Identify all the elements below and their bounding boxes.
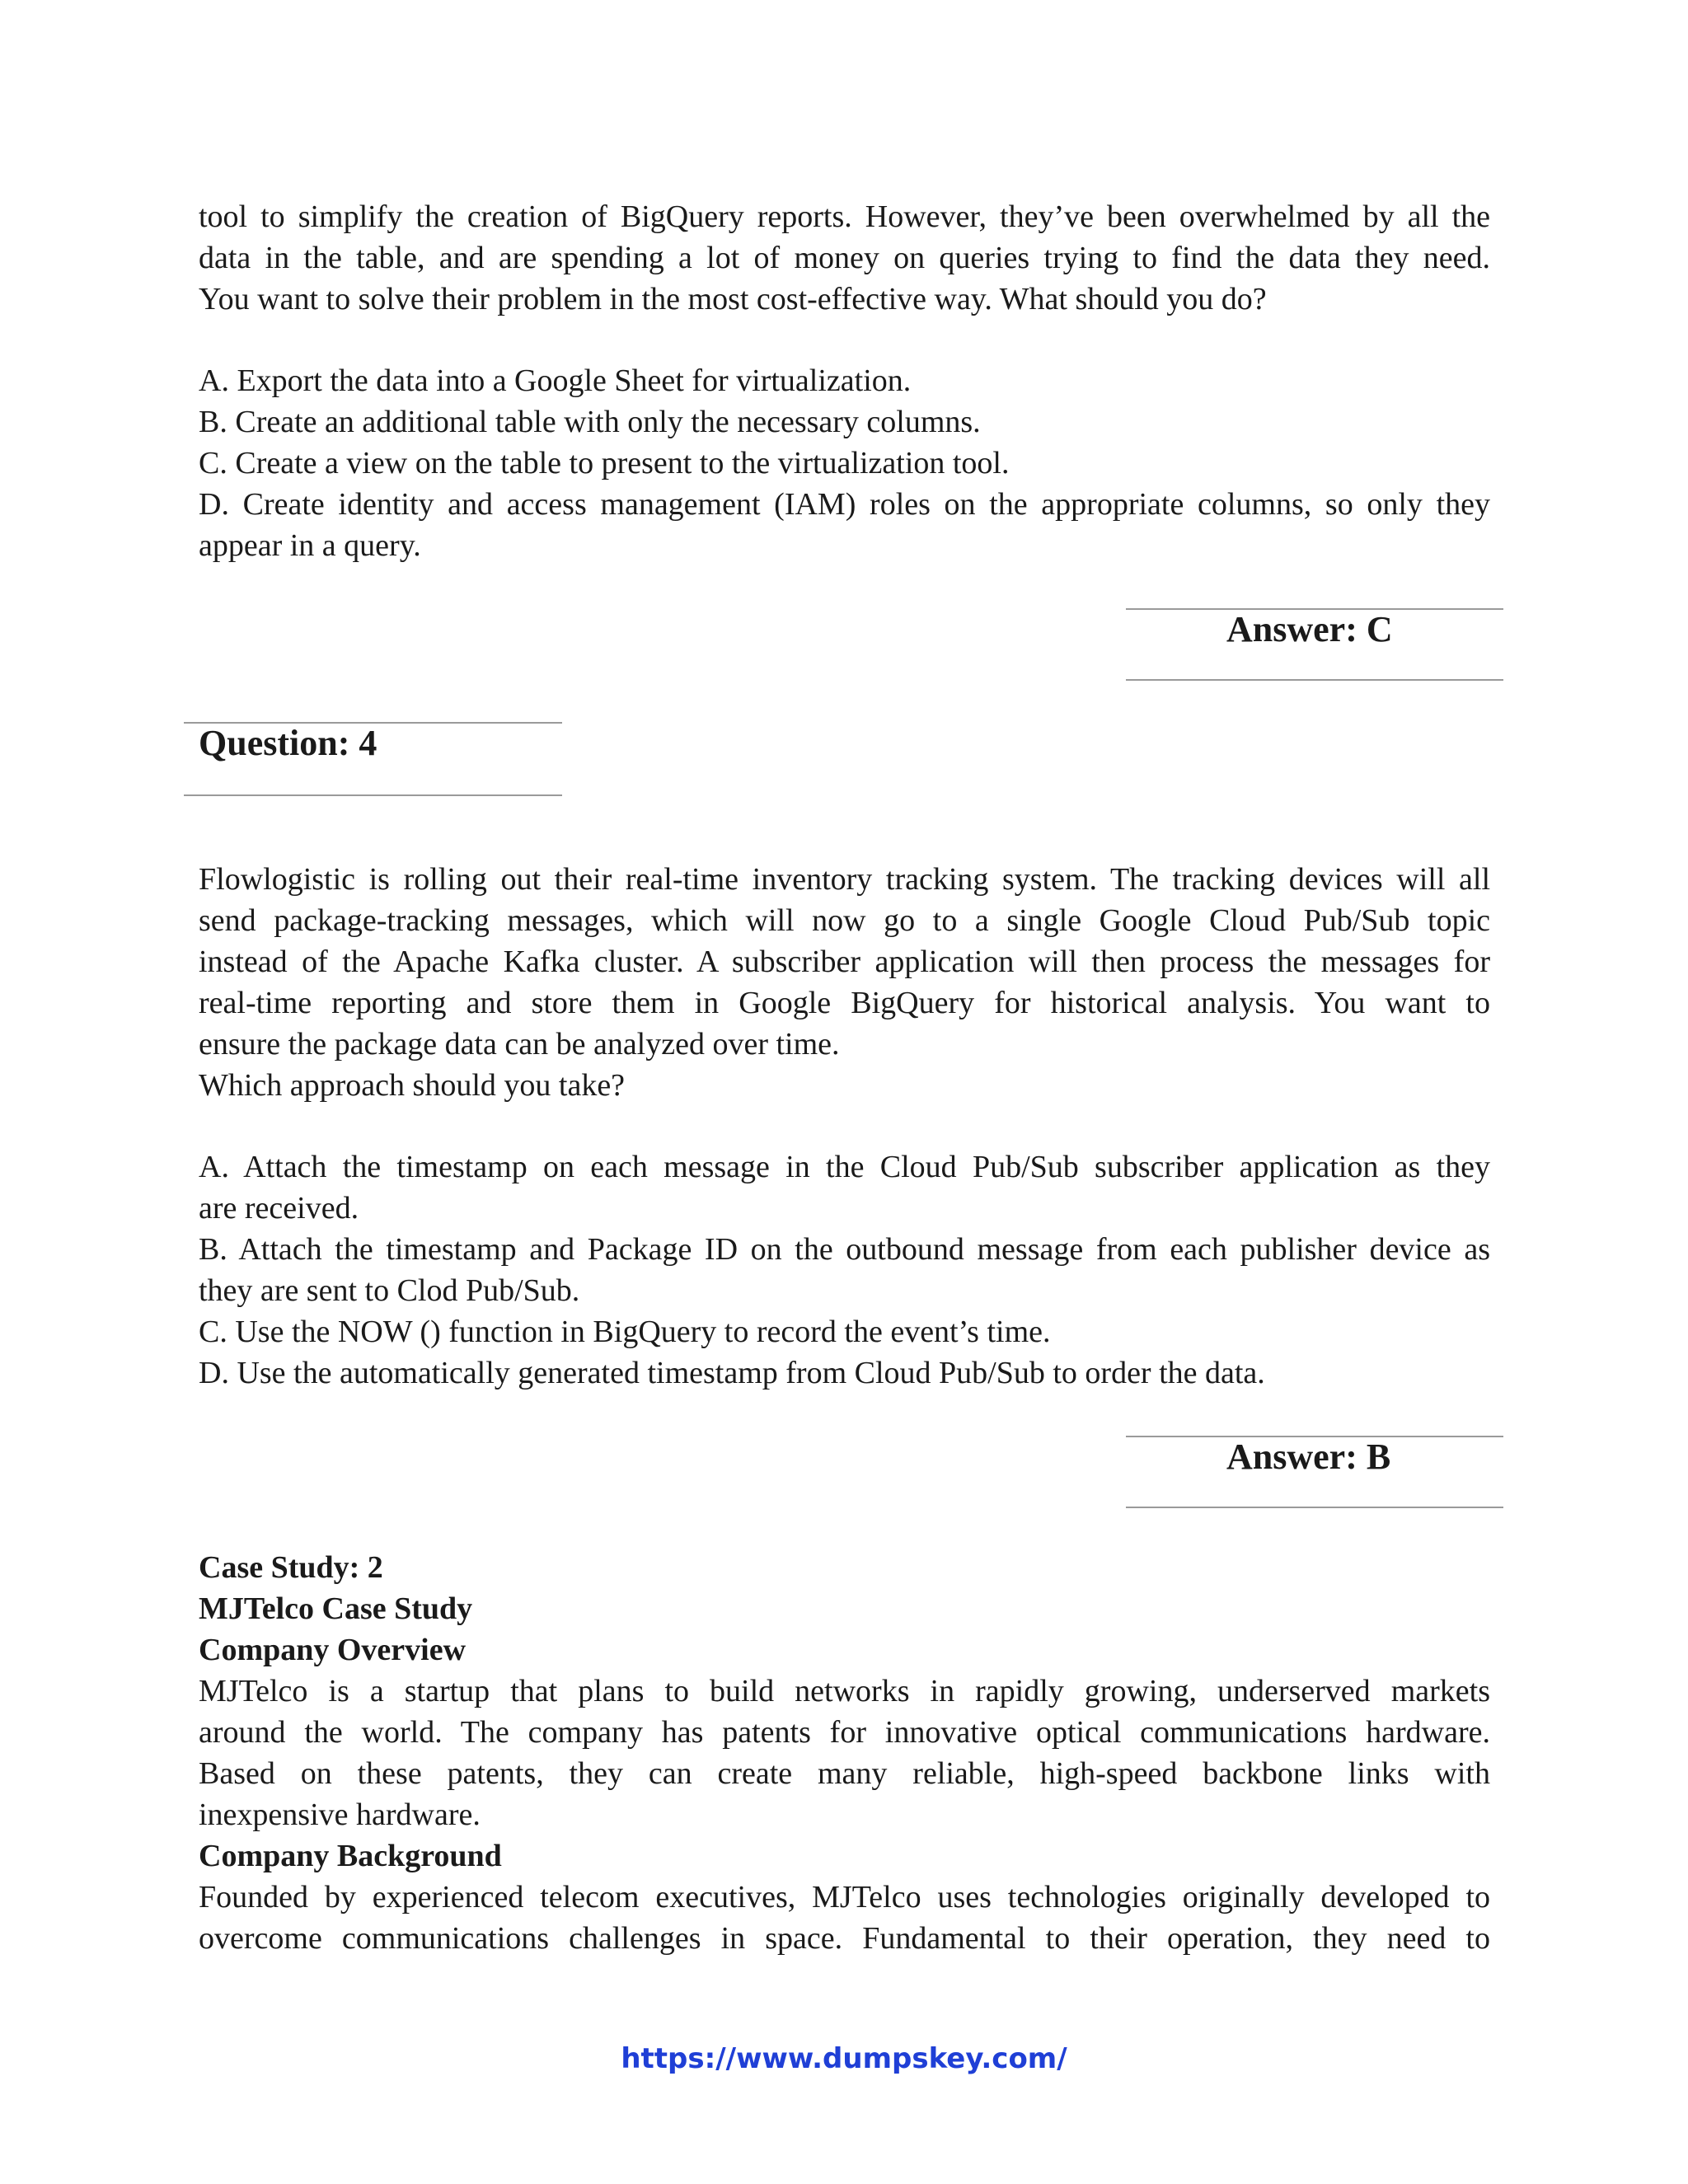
answer-4: Answer: B [1226,1436,1391,1477]
text-line: data in the table, and are spending a lot of money on queries trying to find the data they need. [199,241,1490,275]
answer-rule-bottom [1126,1507,1503,1508]
background-heading: Company Background [199,1839,502,1873]
option-d-continued: appear in a query. [199,528,421,563]
text-line: Flowlogistic is rolling out their real-time inventory tracking system. The tracking devices will all [199,862,1490,897]
text-line: tool to simplify the creation of BigQuery reports. However, they’ve been overwhelmed by all the [199,199,1490,234]
question-rule-bottom [184,794,562,796]
text-line: ensure the package data can be analyzed over time. [199,1027,840,1062]
text-line: You want to solve their problem in the most cost-effective way. What should you do? [199,282,1267,316]
option-a-continued: are received. [199,1191,359,1226]
text-line: instead of the Apache Kafka cluster. A subscriber application will then process the messages for [199,944,1490,979]
text-line: Founded by experienced telecom executives, MJTelco uses technologies originally developed to [199,1880,1490,1915]
text-line: send package-tracking messages, which will now go to a single Google Cloud Pub/Sub topic [199,903,1490,938]
overview-heading: Company Overview [199,1633,467,1667]
answer-3: Answer: C [1226,609,1393,649]
option-a: A. Attach the timestamp on each message in the Cloud Pub/Sub subscriber application as they [199,1150,1490,1184]
option-c: C. Create a view on the table to present to the virtualization tool. [199,446,1010,480]
text-line: around the world. The company has patents for innovative optical communications hardware. [199,1715,1490,1750]
question-3-options [199,360,1490,566]
answer-rule-bottom [1126,679,1503,681]
option-d: D. Use the automatically generated timestamp from Cloud Pub/Sub to order the data. [199,1356,1265,1390]
option-b: B. Attach the timestamp and Package ID on the outbound message from each publisher device as [199,1232,1490,1267]
case-study-subtitle: MJTelco Case Study [199,1591,473,1626]
question-prompt: Which approach should you take? [199,1068,626,1103]
question-4-title: Question: 4 [199,723,377,763]
text-line: inexpensive hardware. [199,1797,481,1832]
question-4-options [199,1146,1490,1394]
question-3-stem [199,196,1490,320]
text-line: Based on these patents, they can create many reliable, high-speed backbone links with [199,1756,1490,1791]
option-c: C. Use the NOW () function in BigQuery to record the event’s time. [199,1315,1051,1349]
text-line: MJTelco is a startup that plans to build networks in rapidly growing, underserved markets [199,1674,1490,1708]
option-a: A. Export the data into a Google Sheet for virtualization. [199,363,912,398]
case-study-section [199,1547,1490,1959]
question-4-stem [199,859,1490,1106]
footer-url-link[interactable]: https://www.dumpskey.com/ [621,2042,1067,2075]
option-b-continued: they are sent to Clod Pub/Sub. [199,1273,580,1308]
option-b: B. Create an additional table with only the necessary columns. [199,405,981,439]
case-study-title: Case Study: 2 [199,1550,383,1585]
text-line: overcome communications challenges in space. Fundamental to their operation, they need to [199,1921,1490,1956]
option-d: D. Create identity and access management (IAM) roles on the appropriate columns, so only they [199,487,1490,522]
text-line: real-time reporting and store them in Google BigQuery for historical analysis. You want to [199,986,1490,1020]
